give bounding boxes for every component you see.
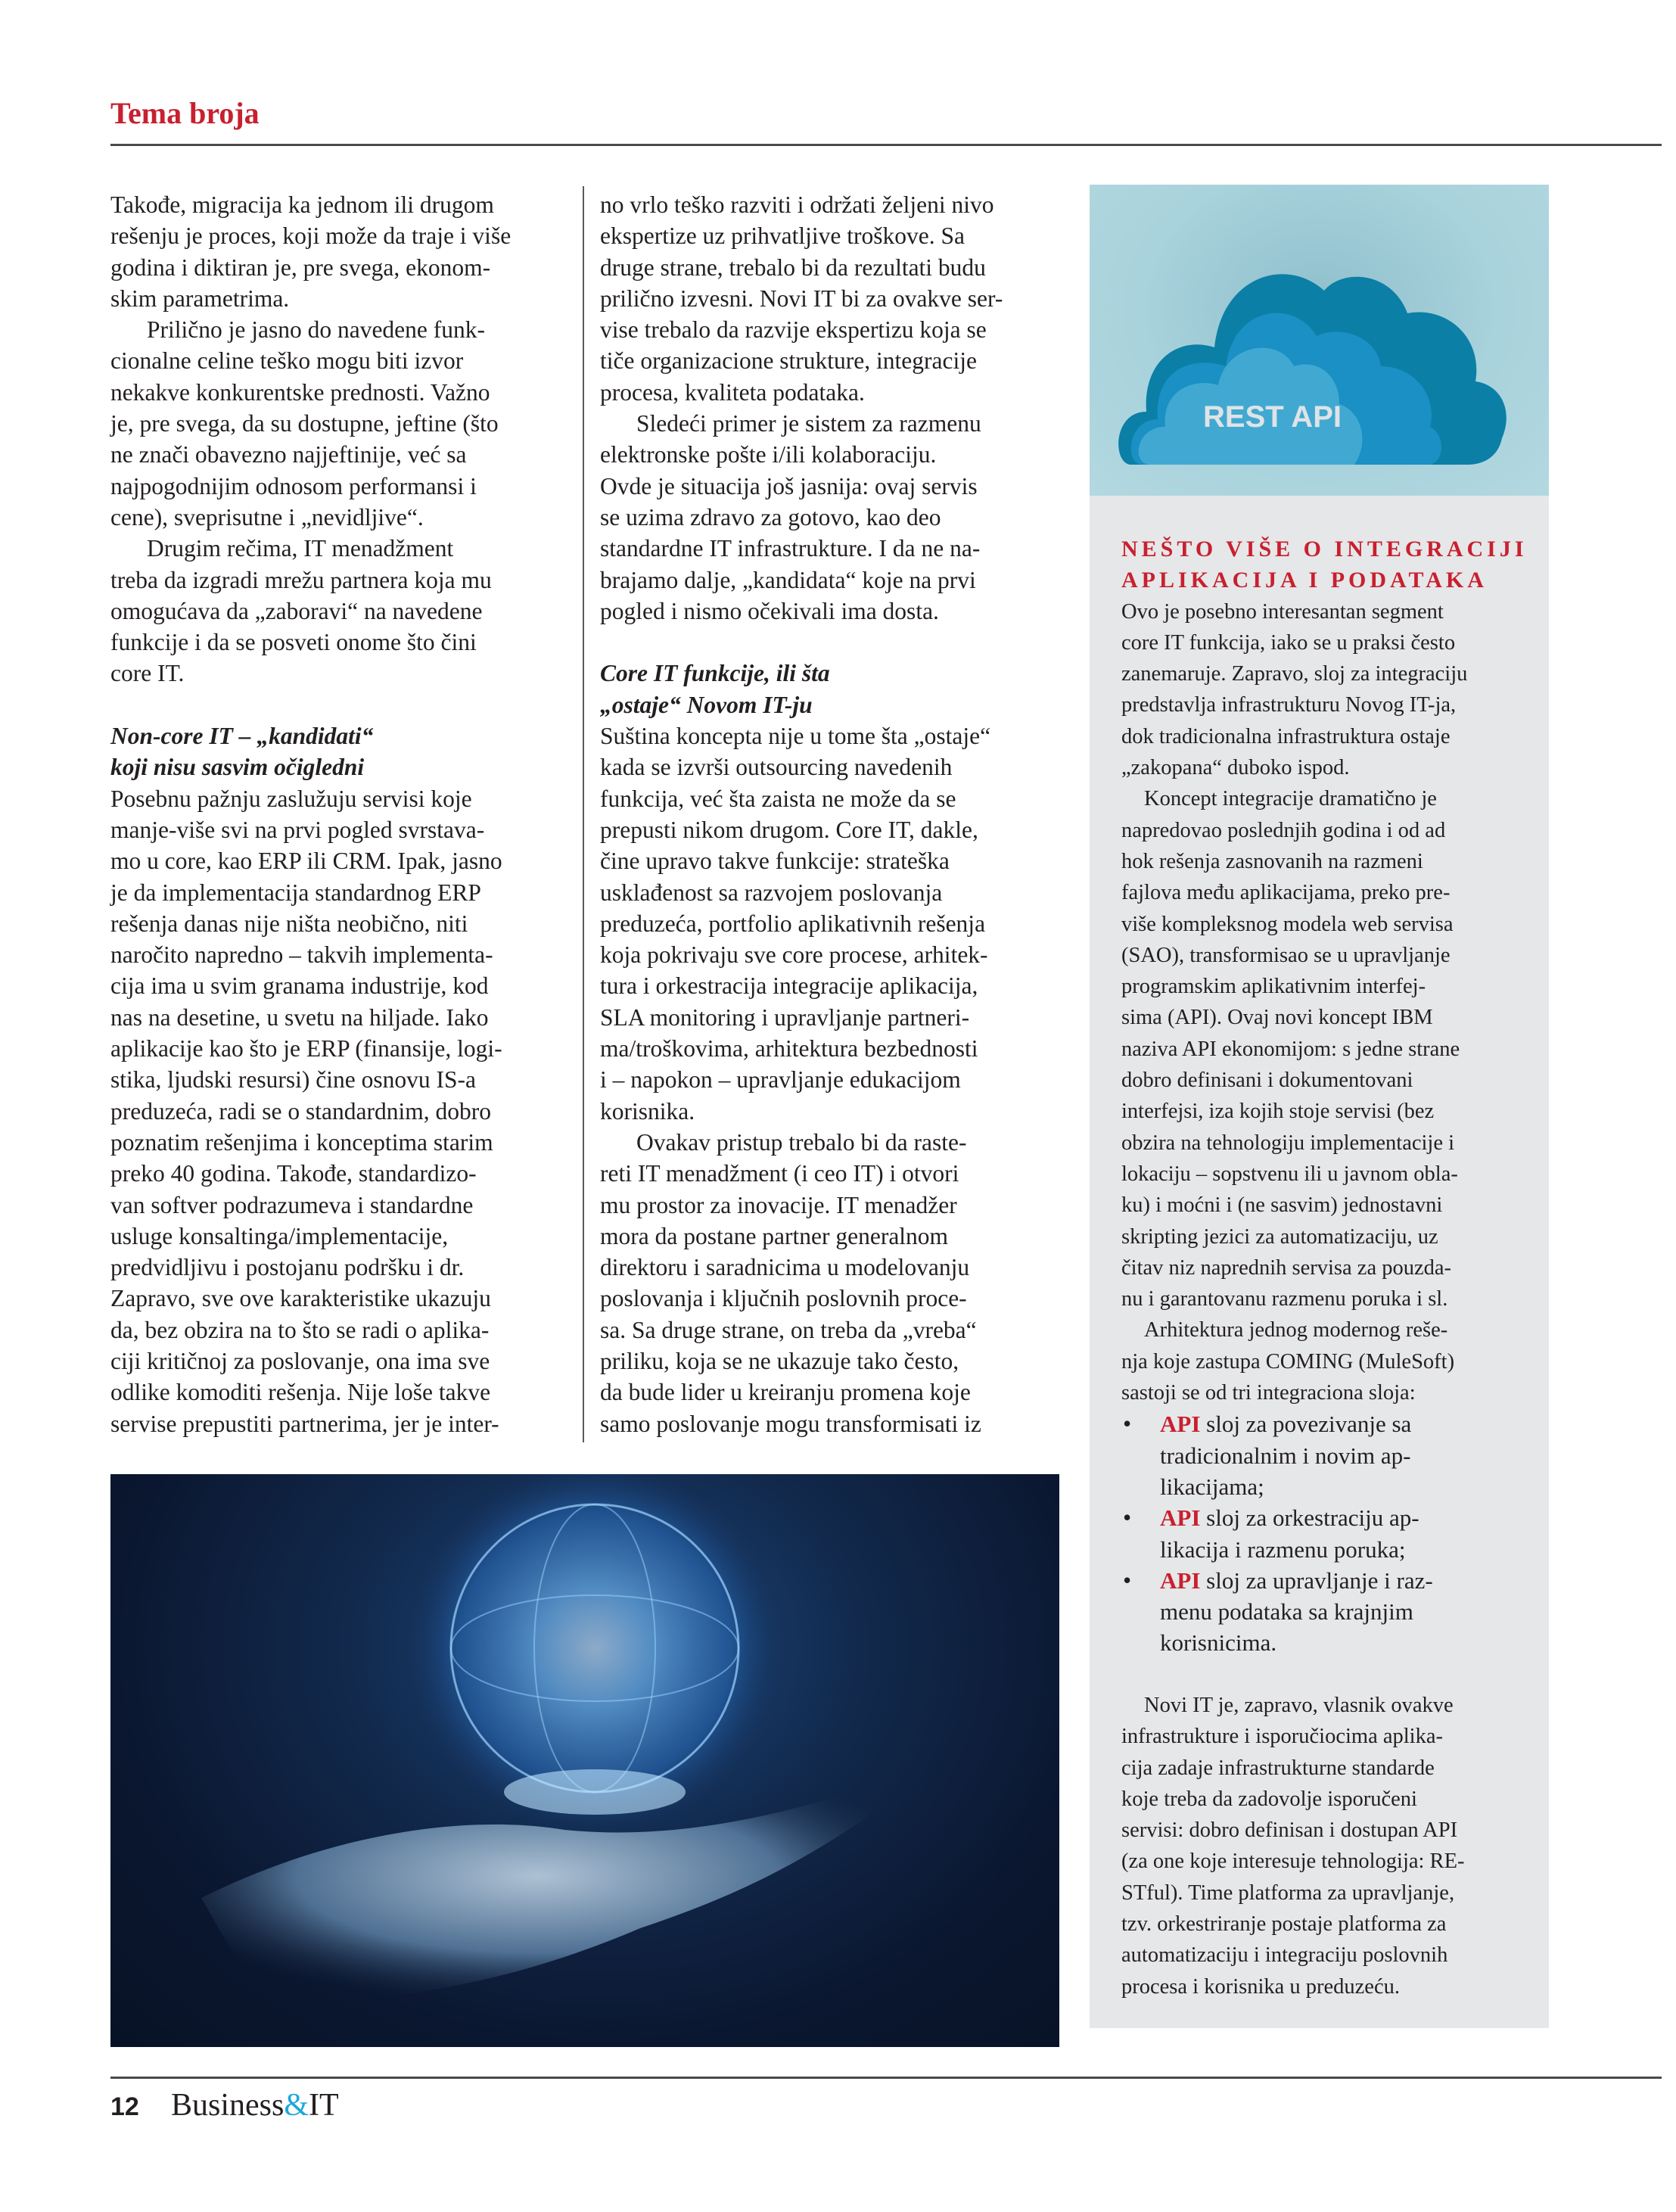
paragraph-line: da, bez obzira na to što se radi o aplika-: [110, 1316, 490, 1343]
subheading-line: „ostaje“ Novom IT-ju: [600, 691, 813, 718]
paragraph-line: Ovo je posebno interesantan segment: [1121, 599, 1444, 624]
paragraph-line: obzira na tehnologiju implementacije i: [1121, 1131, 1455, 1155]
bullet-text: [1160, 1408, 1411, 1502]
paragraph-line: nja koje zastupa COMING (MuleSoft): [1121, 1349, 1455, 1374]
logo-text: IT: [309, 2088, 339, 2123]
bullet-item: [1121, 1565, 1528, 1659]
bullet-line: [1160, 1502, 1419, 1533]
logo-ampersand: &: [284, 2088, 309, 2123]
rest-api-cloud-image: [1090, 185, 1549, 496]
paragraph-line: manje-više svi na prvi pogled svrstava-: [110, 816, 485, 843]
paragraph-line: brajamo dalje, „kandidata“ koje na prvi: [600, 566, 976, 593]
paragraph-line: poslovanja i ključnih poslovnih proce-: [600, 1285, 967, 1312]
bullet-line: [1160, 1408, 1411, 1439]
sidebar-title: NEŠTO VIŠE O INTEGRACIJI: [1121, 537, 1528, 562]
paragraph-line: nu i garantovanu razmenu poruka i sl.: [1121, 1287, 1448, 1311]
paragraph-line: hok rešenja zasnovanih na razmeni: [1121, 849, 1423, 873]
paragraph-line: Novi IT je, zapravo, vlasnik ovakve: [1144, 1693, 1454, 1717]
section-title: Tema broja: [110, 96, 260, 130]
paragraph-line: funkcije i da se posveti onome što čini: [110, 629, 477, 656]
api-label: API: [1160, 1411, 1201, 1438]
bullet-line: [1160, 1440, 1411, 1471]
paragraph-line: da bude lider u kreiranju promena koje: [600, 1379, 971, 1406]
column-divider: [583, 186, 584, 1442]
bullet-icon: •: [1123, 1566, 1132, 1594]
header-rule: [110, 144, 1662, 146]
paragraph-line: ekspertize uz prihvatljive troškove. Sa: [600, 222, 965, 250]
paragraph-line: rešenju je proces, koji može da traje i više: [110, 222, 512, 250]
paragraph-line: cene), sveprisutne i „nevidljive“.: [110, 503, 424, 530]
bullet-line: [1160, 1565, 1433, 1596]
paragraph-line: naročito napredno – takvih implementa-: [110, 941, 493, 969]
paragraph-line: no vrlo teško razviti i održati željeni nivo: [600, 191, 994, 218]
blank-line: [1121, 1659, 1528, 1690]
paragraph-line: se uzima zdravo za gotovo, kao deo: [600, 503, 941, 530]
footer-rule: [110, 2077, 1662, 2079]
paragraph-line: kada se izvrši outsourcing navedenih: [600, 754, 953, 781]
paragraph-line: prilično izvesni. Novi IT bi za ovakve ser-: [600, 285, 1003, 312]
paragraph-line: ne znači obavezno najjeftinije, već sa: [110, 441, 467, 468]
paragraph-line: Posebnu pažnju zaslužuju servisi koje: [110, 785, 472, 812]
paragraph-line: usklađenost sa razvojem poslovanja: [600, 879, 943, 906]
paragraph-line: zanemaruje. Zapravo, sloj za integraciju: [1121, 662, 1468, 686]
paragraph-line: i – napokon – upravljanje edukacijom: [600, 1066, 961, 1094]
api-label: API: [1160, 1504, 1201, 1532]
logo-text: Business: [171, 2088, 285, 2123]
paragraph-line: skripting jezici za automatizaciju, uz: [1121, 1224, 1438, 1249]
subheading-line: Core IT funkcije, ili šta: [600, 660, 830, 687]
paragraph-line: dobro definisani i dokumentovani: [1121, 1069, 1413, 1093]
paragraph-line: procesa i korisnika u preduzeću.: [1121, 1974, 1400, 1999]
bullet-line-text: menu podataka sa krajnjim: [1160, 1598, 1413, 1626]
paragraph-line: tzv. orkestriranje postaje platforma za: [1121, 1912, 1447, 1937]
paragraph-line: Takođe, migracija ka jednom ili drugom: [110, 191, 494, 218]
bullet-line-text: sloj za povezivanje sa: [1200, 1411, 1412, 1438]
bullet-line: [1160, 1596, 1433, 1627]
paragraph-line: preduzeća, radi se o standardnim, dobro: [110, 1097, 491, 1125]
paragraph-line: servise prepustiti partnerima, jer je inter-: [110, 1410, 499, 1437]
subheading-line: Non-core IT – „kandidati“: [110, 723, 374, 750]
paragraph-line: omogućava da „zaboravi“ na navedene: [110, 597, 483, 624]
paragraph-line: preduzeća, portfolio aplikativnih rešenja: [600, 910, 986, 937]
paragraph-line: lokaciju – sopstvenu ili u javnom obla-: [1121, 1162, 1458, 1186]
paragraph-line: najpogodnijim odnosom performansi i: [110, 472, 477, 499]
subheading-line: koji nisu sasvim očigledni: [110, 754, 365, 781]
bullet-text: [1160, 1502, 1419, 1565]
bullet-line-text: korisnicima.: [1160, 1629, 1277, 1657]
paragraph-line: ciji kritičnoj za poslovanje, ona ima sve: [110, 1347, 490, 1374]
paragraph-line: nekakve konkurentske prednosti. Važno: [110, 378, 490, 406]
paragraph-line: van softver podrazumeva i standardne: [110, 1191, 474, 1218]
globe-icon: [398, 1474, 791, 1845]
article-column-2: [600, 189, 1003, 1439]
paragraph-line: vise trebalo da razvije ekspertizu koja se: [600, 316, 987, 344]
bullet-line-text: likacija i razmenu poruka;: [1160, 1535, 1406, 1563]
paragraph-line: Ovakav pristup trebalo bi da raste-: [636, 1128, 967, 1156]
bullet-icon: •: [1123, 1410, 1132, 1438]
paragraph-line: servisi: dobro definisan i dostupan API: [1121, 1818, 1458, 1843]
blank-line: [110, 689, 511, 720]
article-column-1: [110, 189, 511, 1439]
paragraph-line: samo poslovanje mogu transformisati iz: [600, 1410, 981, 1437]
paragraph-line: cija zadaje infrastrukturne standarde: [1121, 1756, 1435, 1780]
paragraph-line: mo u core, kao ERP ili CRM. Ipak, jasno: [110, 848, 502, 875]
paragraph-line: STful). Time platforma za upravljanje,: [1121, 1881, 1455, 1905]
paragraph-line: ma/troškovima, arhitektura bezbednosti: [600, 1035, 978, 1062]
paragraph-line: više kompleksnog modela web servisa: [1121, 912, 1454, 936]
paragraph-line: elektronske pošte i/ili kolaboraciju.: [600, 441, 937, 468]
bullet-line: [1160, 1627, 1433, 1658]
paragraph-line: Suština koncepta nije u tome šta „ostaje“: [600, 723, 991, 750]
paragraph-line: usluge konsaltinga/implementacije,: [110, 1222, 449, 1249]
paragraph-line: (za one koje interesuje tehnologija: RE-: [1121, 1850, 1465, 1874]
paragraph-line: core IT funkcija, iako se u praksi često: [1121, 630, 1456, 655]
cloud-icon: [1118, 274, 1507, 465]
paragraph-line: skim parametrima.: [110, 285, 290, 312]
bullet-line-text: sloj za orkestraciju ap-: [1200, 1504, 1419, 1532]
paragraph-line: cija ima u svim granama industrije, kod: [110, 972, 489, 1000]
image-label: REST API: [1203, 400, 1342, 434]
paragraph-line: stika, ljudski resursi) čine osnovu IS-a: [110, 1066, 476, 1094]
paragraph-line: cionalne celine teško mogu biti izvor: [110, 347, 464, 375]
bullet-icon: •: [1123, 1504, 1132, 1532]
paragraph-line: Sledeći primer je sistem za razmenu: [636, 410, 981, 437]
globe-in-hand-image: [110, 1474, 1059, 2047]
paragraph-line: predstavlja infrastrukturu Novog IT-ja,: [1121, 693, 1457, 717]
bullet-line-text: likacijama;: [1160, 1473, 1264, 1500]
paragraph-line: infrastrukture i isporučiocima aplika-: [1121, 1725, 1443, 1749]
bullet-item: [1121, 1502, 1528, 1565]
paragraph-line: rešenja danas nije ništa neobično, niti: [110, 910, 468, 937]
paragraph-line: sastoji se od tri integraciona sloja:: [1121, 1381, 1416, 1405]
bullet-item: [1121, 1408, 1528, 1502]
paragraph-line: mora da postane partner generalnom: [600, 1222, 949, 1249]
sidebar-title: APLIKACIJA I PODATAKA: [1121, 568, 1488, 593]
paragraph-line: (SAO), transformisao se u upravljanje: [1121, 943, 1451, 967]
paragraph-line: nas na desetine, u svetu na hiljade. Iako: [110, 1003, 489, 1031]
paragraph-line: Drugim rečima, IT menadžment: [147, 535, 454, 562]
paragraph-line: koja pokrivaju sve core procese, arhitek-: [600, 941, 988, 969]
paragraph-line: čine upravo takve funkcije: strateška: [600, 848, 950, 875]
bullet-line-text: tradicionalnim i novim ap-: [1160, 1442, 1411, 1469]
bullet-text: [1160, 1565, 1433, 1659]
paragraph-line: čitav niz naprednih servisa za pouzda-: [1121, 1255, 1452, 1280]
paragraph-line: prepusti nikom drugom. Core IT, dakle,: [600, 816, 978, 843]
page-number: 12: [110, 2092, 139, 2121]
paragraph-line: reti IT menadžment (i ceo IT) i otvori: [600, 1160, 959, 1187]
paragraph-line: godina i diktiran je, pre svega, ekonom-: [110, 254, 491, 281]
paragraph-line: naziva API ekonomijom: s jedne strane: [1121, 1037, 1460, 1061]
paragraph-line: predvidljivu i postojanu podršku i dr.: [110, 1254, 465, 1281]
paragraph-line: tiče organizacione strukture, integracije: [600, 347, 977, 375]
paragraph-line: Arhitektura jednog modernog reše-: [1144, 1318, 1448, 1342]
bullet-line: [1160, 1471, 1411, 1502]
paragraph-line: koje treba da zadovolje isporučeni: [1121, 1787, 1417, 1811]
paragraph-line: sima (API). Ovaj novi koncept IBM: [1121, 1006, 1433, 1030]
paragraph-line: ku) i moćni i (ne sasvim) jednostavni: [1121, 1193, 1443, 1218]
paragraph-line: preko 40 godina. Takođe, standardizo-: [110, 1160, 477, 1187]
paragraph-line: Prilično je jasno do navedene funk-: [147, 316, 485, 344]
paragraph-line: korisnika.: [600, 1097, 695, 1125]
sidebar-text: [1121, 534, 1528, 2002]
paragraph-line: funkcija, već šta zaista ne može da se: [600, 785, 956, 812]
paragraph-line: treba da izgradi mrežu partnera koja mu: [110, 566, 492, 593]
paragraph-line: Ovde je situacija još jasnija: ovaj servis: [600, 472, 978, 499]
paragraph-line: fajlova među aplikacijama, preko pre-: [1121, 881, 1451, 905]
paragraph-line: SLA monitoring i upravljanje partneri-: [600, 1003, 970, 1031]
paragraph-line: programskim aplikativnim interfej-: [1121, 975, 1426, 999]
paragraph-line: tura i orkestracija integracije aplikacija,: [600, 972, 978, 1000]
paragraph-line: napredovao poslednjih godina i od ad: [1121, 818, 1446, 842]
paragraph-line: aplikacije kao što je ERP (finansije, logi-: [110, 1035, 502, 1062]
paragraph-line: core IT.: [110, 660, 185, 687]
bullet-line: [1160, 1534, 1419, 1565]
paragraph-line: sa. Sa druge strane, on treba da „vreba“: [600, 1316, 977, 1343]
paragraph-line: standardne IT infrastrukture. I da ne na-: [600, 535, 981, 562]
paragraph-line: dok tradicionalna infrastruktura ostaje: [1121, 724, 1451, 748]
api-label: API: [1160, 1566, 1201, 1594]
paragraph-line: automatizaciju i integraciju poslovnih: [1121, 1943, 1448, 1968]
paragraph-line: je, pre svega, da su dostupne, jeftine (što: [110, 410, 499, 437]
paragraph-line: „zakopana“ duboko ispod.: [1121, 756, 1350, 780]
paragraph-line: direktoru i saradnicima u modelovanju: [600, 1254, 970, 1281]
paragraph-line: mu prostor za inovacije. IT menadžer: [600, 1191, 957, 1218]
paragraph-line: interfejsi, iza kojih stoje servisi (bez: [1121, 1100, 1435, 1124]
paragraph-line: priliku, koja se ne ukazuje tako često,: [600, 1347, 959, 1374]
magazine-logo: [171, 2087, 339, 2123]
paragraph-line: poznatim rešenjima i konceptima starim: [110, 1128, 493, 1156]
paragraph-line: pogled i nismo očekivali ima dosta.: [600, 597, 939, 624]
paragraph-line: procesa, kvaliteta podataka.: [600, 378, 865, 406]
paragraph-line: Koncept integracije dramatično je: [1144, 787, 1437, 811]
bullet-line-text: sloj za upravljanje i raz-: [1200, 1566, 1433, 1594]
paragraph-line: je da implementacija standardnog ERP: [110, 879, 481, 906]
paragraph-line: Zapravo, sve ove karakteristike ukazuju: [110, 1285, 491, 1312]
paragraph-line: druge strane, trebalo bi da rezultati budu: [600, 254, 986, 281]
blank-line: [600, 627, 1003, 658]
paragraph-line: odlike komoditi rešenja. Nije loše takve: [110, 1379, 491, 1406]
